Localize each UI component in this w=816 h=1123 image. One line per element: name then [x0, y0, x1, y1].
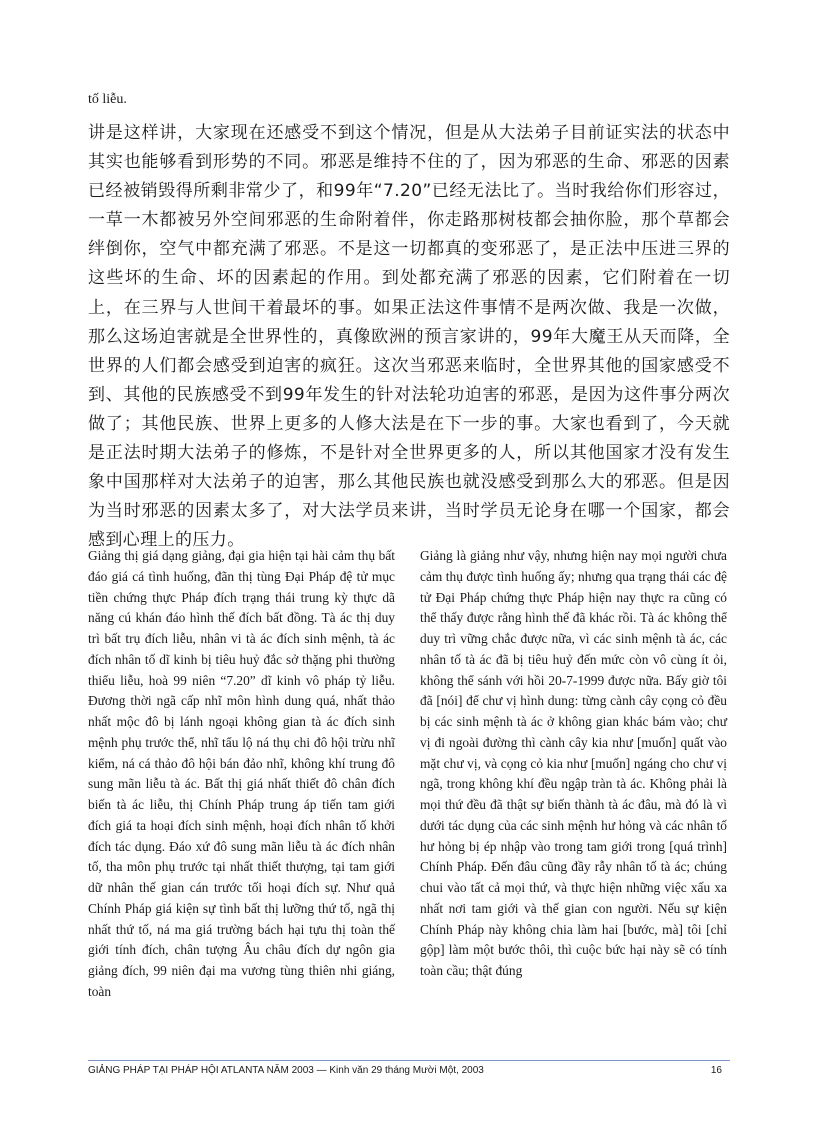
footer-title: GIẢNG PHÁP TẠI PHÁP HỘI ATLANTA NĂM 2003 — Kinh văn 29 tháng Mười Một, 2003	[88, 1065, 484, 1076]
footer	[88, 1064, 730, 1078]
footer-rule	[88, 1060, 730, 1061]
transliteration-column: Giảng thị giá dạng giảng, đại gia hiện tại hài cảm thụ bất đáo giá cá tình huống, đãn thị tùng Đại Pháp đệ tử mục tiền chứng thực Pháp đích trạng thái trung kỳ thực dã năng cú khán đáo hình thế đích bất đồng. Tà ác thị duy trì bất trụ đích liễu, nhân vi tà ác đích sinh mệnh, tà ác đích nhân tố dĩ kinh bị tiêu huỷ đắc sở thặng phi thường thiểu liễu, hoà 99 niên “7.20” dĩ kinh vô pháp tỷ liễu. Đương thời ngã cấp nhĩ môn hình dung quá, nhất thảo nhất mộc đô bị lánh ngoại không gian tà ác đích sinh mệnh phụ trước thể, nhĩ tẩu lộ ná thụ chi đô hội trừu nhĩ kiểm, ná cá thảo đô hội bán đảo nhĩ, không khí trung đô sung mãn liễu tà ác. Bất thị giá nhất thiết đô chân đích biến tà ác liễu, thị Chính Pháp trung áp tiến tam giới đích giá ta hoại đích sinh mệnh, hoại đích nhân tố khởi đích tác dụng. Đáo xứ đô sung mãn liễu tà ác đích nhân tố, tha môn phụ trước tại nhất thiết thượng, tại tam giới dữ nhân thế gian cán trước tối hoại đích sự. Như quả Chính Pháp giá kiện sự tình bất thị lưỡng thứ tố, ngã thị nhất thứ tố, ná ma giá trường bách hại tựu thị toàn thế giới tính đích, chân tượng Âu châu đích dự ngôn gia giảng đích, 99 niên đại ma vương tùng thiên nhi giáng, toàn	[88, 548, 395, 999]
translation-column: Giảng là giảng như vậy, nhưng hiện nay mọi người chưa cảm thụ được tình huống ấy; nhưng qua trạng thái các đệ tử Đại Pháp chứng thực Pháp hiện nay thực ra cũng có thể thấy được rằng hình thế đã khác rồi. Tà ác không thể duy trì vững chắc được nữa, vì các sinh mệnh tà ác, các nhân tố tà ác đã bị tiêu huỷ đến mức còn vô cùng ít ỏi, không thể sánh với hồi 20-7-1999 được nữa. Bấy giờ tôi đã [nói] để chư vị hình dung: từng cành cây cọng cỏ đều bị các sinh mệnh tà ác ở không gian khác bám vào; chư vị đi ngoài đường thì cành cây kia như [muốn] quất vào mặt chư vị, và cọng cỏ kia như [muốn] ngáng cho chư vị ngã, trong không khí đều ngập tràn tà ác. Không phải là mọi thứ đều đã thật sự biến thành tà ác đâu, mà đó là vì dưới tác dụng của các sinh mệnh hư hỏng và các nhân tố hư hỏng bị ép nhập vào trong tam giới trong [quá trình] Chính Pháp. Đến đâu cũng đầy rẫy nhân tố tà ác; chúng chui vào tất cả mọi thứ, và thực hiện những việc xấu xa nhất nơi tam giới và thế gian con người. Nếu sự kiện Chính Pháp này không chia làm hai [bước, mà] tôi [chỉ gộp] làm một bước thôi, thì cuộc bức hại này sẽ có tính toàn cầu; thật đúng	[420, 548, 727, 978]
page-number: 16	[710, 1065, 722, 1076]
chinese-paragraph: 讲是这样讲，大家现在还感受不到这个情况，但是从大法弟子目前证实法的状态中其实也能够看到形势的不同。邪恶是维持不住的了，因为邪恶的生命、邪恶的因素已经被销毁得所剩非常少了，和99年“7.20”已经无法比了。当时我给你们形容过，一草一木都被另外空间邪恶的生命附着伴，你走路那树枝都会抽你脸，那个草都会绊倒你，空气中都充满了邪恶。不是这一切都真的变邪恶了，是正法中压进三界的这些坏的生命、坏的因素起的作用。到处都充满了邪恶的因素，它们附着在一切上，在三界与人世间干着最坏的事。如果正法这件事情不是两次做、我是一次做，那么这场迫害就是全世界性的，真像欧洲的预言家讲的，99年大魔王从天而降，全世界的人们都会感受到迫害的疯狂。这次当邪恶来临时，全世界其他的国家感受不到、其他的民族感受不到99年发生的针对法轮功迫害的邪恶，是因为这件事分两次做了；其他民族、世界上更多的人修大法是在下一步的事。大家也看到了，今天就是正法时期大法弟子的修炼，不是针对全世界更多的人，所以其他国家才没有发生象中国那样对大法弟子的迫害，那么其他民族也就没感受到那么大的邪恶。但是因为当时邪恶的因素太多了，对大法学员来讲，当时学员无论身在哪一个国家，都会感到心理上的压力。	[88, 123, 730, 551]
lead-fragment: tố liễu.	[88, 92, 127, 107]
